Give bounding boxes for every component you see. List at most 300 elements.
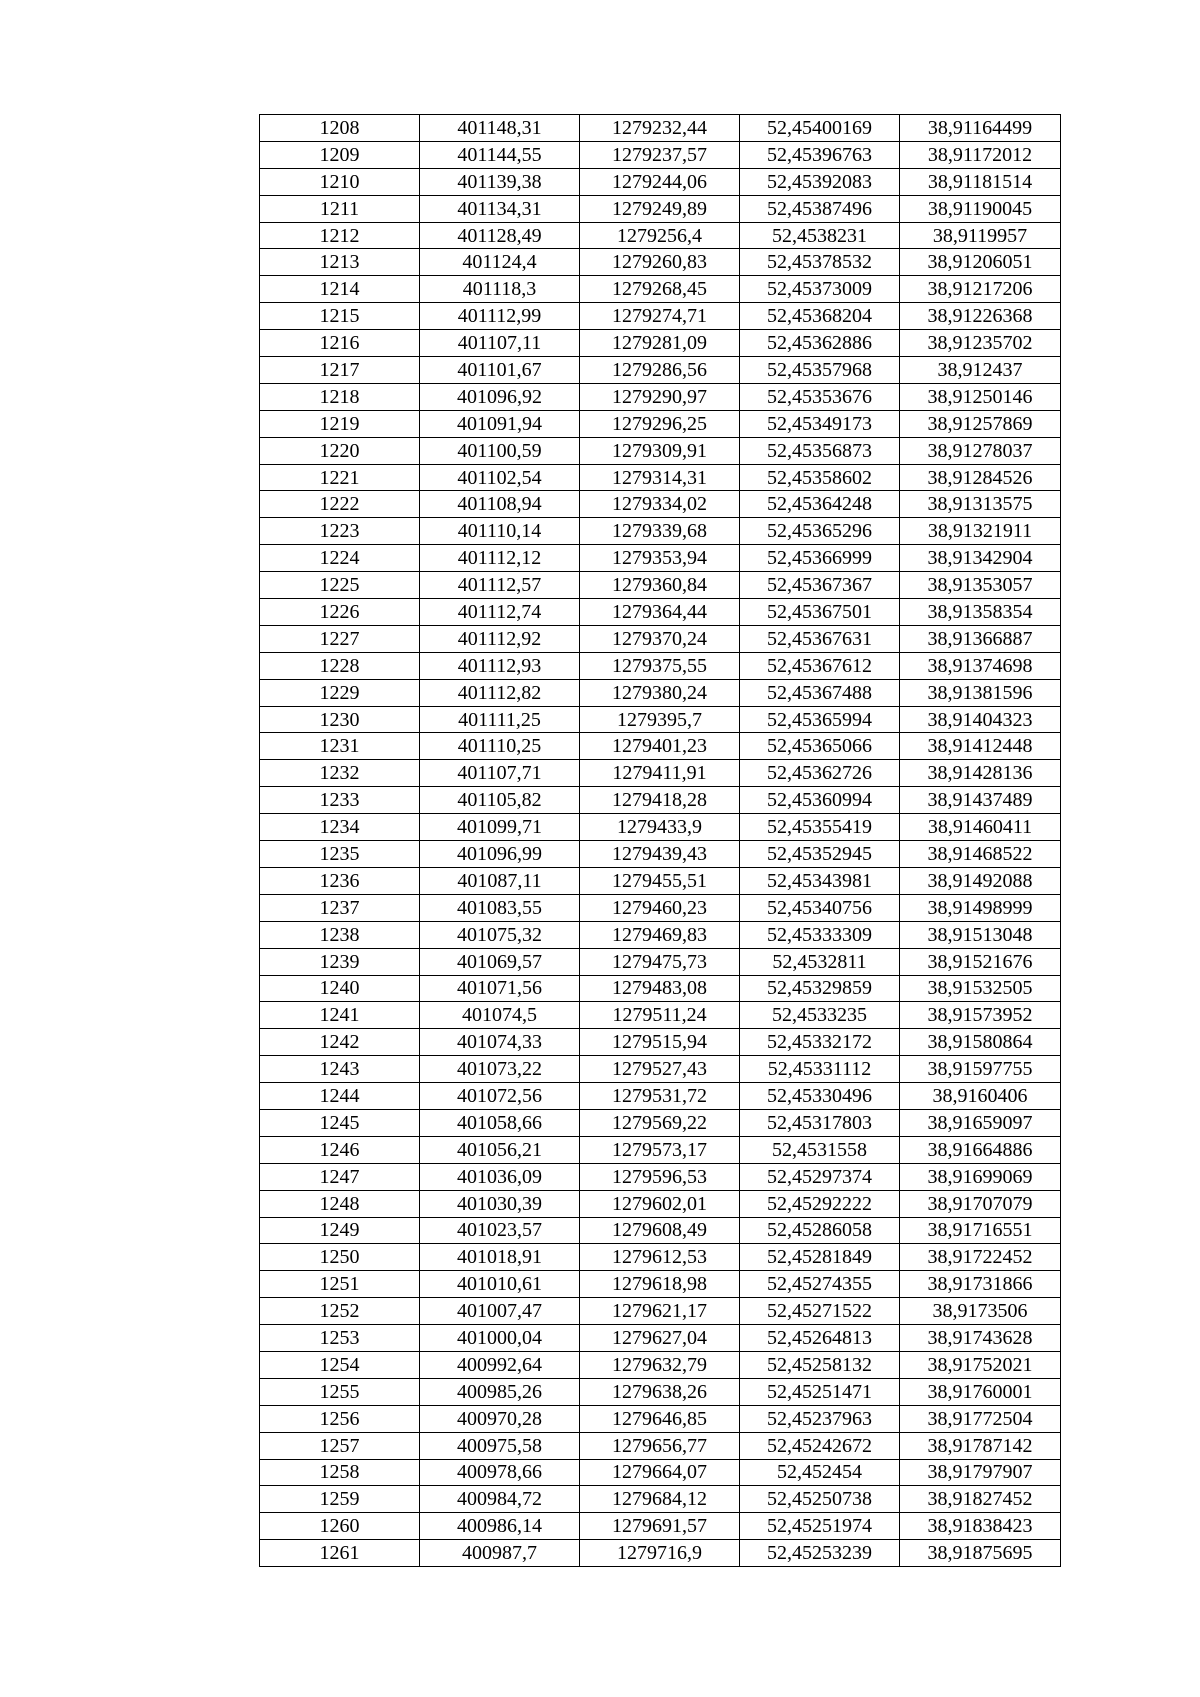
x-coordinate-cell: 401083,55: [420, 894, 580, 921]
point-number-cell: 1232: [260, 760, 420, 787]
table-row: [260, 599, 1061, 626]
table-row: [260, 867, 1061, 894]
y-coordinate-cell: 1279256,4: [580, 222, 740, 249]
y-coordinate-cell: 1279638,26: [580, 1378, 740, 1405]
point-number-cell: 1252: [260, 1298, 420, 1325]
point-number-cell: 1259: [260, 1486, 420, 1513]
longitude-cell: 38,91838423: [900, 1513, 1061, 1540]
y-coordinate-cell: 1279433,9: [580, 814, 740, 841]
point-number-cell: 1250: [260, 1244, 420, 1271]
point-number-cell: 1239: [260, 948, 420, 975]
longitude-cell: 38,91787142: [900, 1432, 1061, 1459]
longitude-cell: 38,91797907: [900, 1459, 1061, 1486]
point-number-cell: 1223: [260, 518, 420, 545]
y-coordinate-cell: 1279531,72: [580, 1083, 740, 1110]
latitude-cell: 52,45387496: [740, 195, 900, 222]
longitude-cell: 38,91404323: [900, 706, 1061, 733]
y-coordinate-cell: 1279309,91: [580, 437, 740, 464]
table-row: [260, 1136, 1061, 1163]
x-coordinate-cell: 401134,31: [420, 195, 580, 222]
longitude-cell: 38,91313575: [900, 491, 1061, 518]
x-coordinate-cell: 401100,59: [420, 437, 580, 464]
y-coordinate-cell: 1279511,24: [580, 1002, 740, 1029]
point-number-cell: 1234: [260, 814, 420, 841]
y-coordinate-cell: 1279460,23: [580, 894, 740, 921]
x-coordinate-cell: 401036,09: [420, 1163, 580, 1190]
latitude-cell: 52,45362726: [740, 760, 900, 787]
longitude-cell: 38,91659097: [900, 1109, 1061, 1136]
table-row: [260, 222, 1061, 249]
table-row: [260, 195, 1061, 222]
y-coordinate-cell: 1279411,91: [580, 760, 740, 787]
x-coordinate-cell: 401112,74: [420, 599, 580, 626]
y-coordinate-cell: 1279632,79: [580, 1351, 740, 1378]
y-coordinate-cell: 1279621,17: [580, 1298, 740, 1325]
longitude-cell: 38,91164499: [900, 115, 1061, 142]
x-coordinate-cell: 401112,93: [420, 652, 580, 679]
x-coordinate-cell: 401074,5: [420, 1002, 580, 1029]
longitude-cell: 38,912437: [900, 357, 1061, 384]
latitude-cell: 52,45250738: [740, 1486, 900, 1513]
latitude-cell: 52,45330496: [740, 1083, 900, 1110]
x-coordinate-cell: 401087,11: [420, 867, 580, 894]
point-number-cell: 1222: [260, 491, 420, 518]
point-number-cell: 1215: [260, 303, 420, 330]
table-row: [260, 733, 1061, 760]
y-coordinate-cell: 1279232,44: [580, 115, 740, 142]
longitude-cell: 38,91428136: [900, 760, 1061, 787]
latitude-cell: 52,4538231: [740, 222, 900, 249]
longitude-cell: 38,91760001: [900, 1378, 1061, 1405]
y-coordinate-cell: 1279469,83: [580, 921, 740, 948]
y-coordinate-cell: 1279286,56: [580, 357, 740, 384]
longitude-cell: 38,9173506: [900, 1298, 1061, 1325]
x-coordinate-cell: 401112,57: [420, 572, 580, 599]
point-number-cell: 1209: [260, 141, 420, 168]
point-number-cell: 1258: [260, 1459, 420, 1486]
latitude-cell: 52,4533235: [740, 1002, 900, 1029]
latitude-cell: 52,45340756: [740, 894, 900, 921]
y-coordinate-cell: 1279602,01: [580, 1190, 740, 1217]
table-row: [260, 437, 1061, 464]
longitude-cell: 38,91699069: [900, 1163, 1061, 1190]
y-coordinate-cell: 1279439,43: [580, 841, 740, 868]
point-number-cell: 1212: [260, 222, 420, 249]
y-coordinate-cell: 1279237,57: [580, 141, 740, 168]
longitude-cell: 38,91321911: [900, 518, 1061, 545]
longitude-cell: 38,91772504: [900, 1405, 1061, 1432]
table-row: [260, 625, 1061, 652]
point-number-cell: 1240: [260, 975, 420, 1002]
table-row: [260, 1351, 1061, 1378]
table-row: [260, 383, 1061, 410]
latitude-cell: 52,45367501: [740, 599, 900, 626]
table-row: [260, 814, 1061, 841]
longitude-cell: 38,91752021: [900, 1351, 1061, 1378]
coordinates-table: [259, 114, 1061, 1567]
latitude-cell: 52,45349173: [740, 410, 900, 437]
longitude-cell: 38,91468522: [900, 841, 1061, 868]
longitude-cell: 38,91190045: [900, 195, 1061, 222]
table-row: [260, 545, 1061, 572]
table-row: [260, 894, 1061, 921]
latitude-cell: 52,45367631: [740, 625, 900, 652]
latitude-cell: 52,45367488: [740, 679, 900, 706]
y-coordinate-cell: 1279418,28: [580, 787, 740, 814]
y-coordinate-cell: 1279334,02: [580, 491, 740, 518]
y-coordinate-cell: 1279364,44: [580, 599, 740, 626]
table-row: [260, 1540, 1061, 1567]
table-row: [260, 1432, 1061, 1459]
table-row: [260, 464, 1061, 491]
table-row: [260, 518, 1061, 545]
point-number-cell: 1230: [260, 706, 420, 733]
y-coordinate-cell: 1279664,07: [580, 1459, 740, 1486]
table-row: [260, 1378, 1061, 1405]
latitude-cell: 52,45365994: [740, 706, 900, 733]
longitude-cell: 38,91250146: [900, 383, 1061, 410]
latitude-cell: 52,45358602: [740, 464, 900, 491]
longitude-cell: 38,91412448: [900, 733, 1061, 760]
longitude-cell: 38,91573952: [900, 1002, 1061, 1029]
latitude-cell: 52,45366999: [740, 545, 900, 572]
point-number-cell: 1245: [260, 1109, 420, 1136]
longitude-cell: 38,91217206: [900, 276, 1061, 303]
y-coordinate-cell: 1279684,12: [580, 1486, 740, 1513]
x-coordinate-cell: 401128,49: [420, 222, 580, 249]
longitude-cell: 38,91358354: [900, 599, 1061, 626]
table-row: [260, 303, 1061, 330]
latitude-cell: 52,45353676: [740, 383, 900, 410]
point-number-cell: 1256: [260, 1405, 420, 1432]
x-coordinate-cell: 401074,33: [420, 1029, 580, 1056]
latitude-cell: 52,45400169: [740, 115, 900, 142]
x-coordinate-cell: 400985,26: [420, 1378, 580, 1405]
latitude-cell: 52,45396763: [740, 141, 900, 168]
table-row: [260, 1325, 1061, 1352]
table-row: [260, 921, 1061, 948]
table-row: [260, 948, 1061, 975]
y-coordinate-cell: 1279618,98: [580, 1271, 740, 1298]
longitude-cell: 38,91716551: [900, 1217, 1061, 1244]
latitude-cell: 52,45329859: [740, 975, 900, 1002]
longitude-cell: 38,91226368: [900, 303, 1061, 330]
x-coordinate-cell: 401007,47: [420, 1298, 580, 1325]
x-coordinate-cell: 401058,66: [420, 1109, 580, 1136]
latitude-cell: 52,45365066: [740, 733, 900, 760]
y-coordinate-cell: 1279569,22: [580, 1109, 740, 1136]
table-row: [260, 491, 1061, 518]
latitude-cell: 52,45368204: [740, 303, 900, 330]
x-coordinate-cell: 400970,28: [420, 1405, 580, 1432]
point-number-cell: 1217: [260, 357, 420, 384]
table-row: [260, 975, 1061, 1002]
y-coordinate-cell: 1279244,06: [580, 168, 740, 195]
table-row: [260, 706, 1061, 733]
point-number-cell: 1237: [260, 894, 420, 921]
table-row: [260, 1029, 1061, 1056]
x-coordinate-cell: 400992,64: [420, 1351, 580, 1378]
x-coordinate-cell: 401107,71: [420, 760, 580, 787]
y-coordinate-cell: 1279380,24: [580, 679, 740, 706]
x-coordinate-cell: 400975,58: [420, 1432, 580, 1459]
y-coordinate-cell: 1279527,43: [580, 1056, 740, 1083]
table-row: [260, 1083, 1061, 1110]
x-coordinate-cell: 401112,12: [420, 545, 580, 572]
point-number-cell: 1221: [260, 464, 420, 491]
latitude-cell: 52,45292222: [740, 1190, 900, 1217]
point-number-cell: 1253: [260, 1325, 420, 1352]
table-row: [260, 1298, 1061, 1325]
longitude-cell: 38,91460411: [900, 814, 1061, 841]
table-row: [260, 572, 1061, 599]
longitude-cell: 38,91278037: [900, 437, 1061, 464]
point-number-cell: 1241: [260, 1002, 420, 1029]
x-coordinate-cell: 401010,61: [420, 1271, 580, 1298]
point-number-cell: 1227: [260, 625, 420, 652]
point-number-cell: 1257: [260, 1432, 420, 1459]
y-coordinate-cell: 1279401,23: [580, 733, 740, 760]
x-coordinate-cell: 401112,82: [420, 679, 580, 706]
y-coordinate-cell: 1279249,89: [580, 195, 740, 222]
y-coordinate-cell: 1279483,08: [580, 975, 740, 1002]
x-coordinate-cell: 401107,11: [420, 330, 580, 357]
point-number-cell: 1213: [260, 249, 420, 276]
point-number-cell: 1218: [260, 383, 420, 410]
longitude-cell: 38,91284526: [900, 464, 1061, 491]
latitude-cell: 52,45251974: [740, 1513, 900, 1540]
x-coordinate-cell: 400978,66: [420, 1459, 580, 1486]
latitude-cell: 52,45365296: [740, 518, 900, 545]
latitude-cell: 52,45281849: [740, 1244, 900, 1271]
point-number-cell: 1236: [260, 867, 420, 894]
x-coordinate-cell: 401056,21: [420, 1136, 580, 1163]
x-coordinate-cell: 401111,25: [420, 706, 580, 733]
point-number-cell: 1260: [260, 1513, 420, 1540]
table-row: [260, 115, 1061, 142]
longitude-cell: 38,91353057: [900, 572, 1061, 599]
latitude-cell: 52,45352945: [740, 841, 900, 868]
point-number-cell: 1229: [260, 679, 420, 706]
table-row: [260, 1405, 1061, 1432]
table-row: [260, 276, 1061, 303]
y-coordinate-cell: 1279360,84: [580, 572, 740, 599]
latitude-cell: 52,45360994: [740, 787, 900, 814]
longitude-cell: 38,91257869: [900, 410, 1061, 437]
point-number-cell: 1225: [260, 572, 420, 599]
x-coordinate-cell: 401030,39: [420, 1190, 580, 1217]
y-coordinate-cell: 1279455,51: [580, 867, 740, 894]
table-row: [260, 1109, 1061, 1136]
latitude-cell: 52,45362886: [740, 330, 900, 357]
table-row: [260, 357, 1061, 384]
point-number-cell: 1219: [260, 410, 420, 437]
y-coordinate-cell: 1279353,94: [580, 545, 740, 572]
latitude-cell: 52,45251471: [740, 1378, 900, 1405]
x-coordinate-cell: 401110,25: [420, 733, 580, 760]
point-number-cell: 1238: [260, 921, 420, 948]
longitude-cell: 38,91381596: [900, 679, 1061, 706]
point-number-cell: 1233: [260, 787, 420, 814]
x-coordinate-cell: 401105,82: [420, 787, 580, 814]
y-coordinate-cell: 1279656,77: [580, 1432, 740, 1459]
latitude-cell: 52,45357968: [740, 357, 900, 384]
y-coordinate-cell: 1279281,09: [580, 330, 740, 357]
x-coordinate-cell: 401139,38: [420, 168, 580, 195]
latitude-cell: 52,45356873: [740, 437, 900, 464]
x-coordinate-cell: 401101,67: [420, 357, 580, 384]
latitude-cell: 52,45237963: [740, 1405, 900, 1432]
x-coordinate-cell: 401110,14: [420, 518, 580, 545]
point-number-cell: 1242: [260, 1029, 420, 1056]
longitude-cell: 38,91521676: [900, 948, 1061, 975]
latitude-cell: 52,45343981: [740, 867, 900, 894]
x-coordinate-cell: 401091,94: [420, 410, 580, 437]
latitude-cell: 52,45317803: [740, 1109, 900, 1136]
table-row: [260, 1217, 1061, 1244]
x-coordinate-cell: 401124,4: [420, 249, 580, 276]
x-coordinate-cell: 401144,55: [420, 141, 580, 168]
longitude-cell: 38,91366887: [900, 625, 1061, 652]
latitude-cell: 52,45258132: [740, 1351, 900, 1378]
table-row: [260, 168, 1061, 195]
table-row: [260, 410, 1061, 437]
latitude-cell: 52,45367612: [740, 652, 900, 679]
y-coordinate-cell: 1279290,97: [580, 383, 740, 410]
y-coordinate-cell: 1279375,55: [580, 652, 740, 679]
y-coordinate-cell: 1279475,73: [580, 948, 740, 975]
latitude-cell: 52,45331112: [740, 1056, 900, 1083]
y-coordinate-cell: 1279646,85: [580, 1405, 740, 1432]
x-coordinate-cell: 401096,92: [420, 383, 580, 410]
table-row: [260, 1486, 1061, 1513]
longitude-cell: 38,91492088: [900, 867, 1061, 894]
x-coordinate-cell: 401071,56: [420, 975, 580, 1002]
table-row: [260, 760, 1061, 787]
point-number-cell: 1247: [260, 1163, 420, 1190]
point-number-cell: 1224: [260, 545, 420, 572]
longitude-cell: 38,91731866: [900, 1271, 1061, 1298]
latitude-cell: 52,45373009: [740, 276, 900, 303]
table-row: [260, 679, 1061, 706]
y-coordinate-cell: 1279612,53: [580, 1244, 740, 1271]
latitude-cell: 52,45367367: [740, 572, 900, 599]
longitude-cell: 38,9119957: [900, 222, 1061, 249]
point-number-cell: 1246: [260, 1136, 420, 1163]
point-number-cell: 1228: [260, 652, 420, 679]
table-row: [260, 1459, 1061, 1486]
y-coordinate-cell: 1279608,49: [580, 1217, 740, 1244]
table-row: [260, 787, 1061, 814]
y-coordinate-cell: 1279716,9: [580, 1540, 740, 1567]
latitude-cell: 52,45332172: [740, 1029, 900, 1056]
longitude-cell: 38,91597755: [900, 1056, 1061, 1083]
longitude-cell: 38,91181514: [900, 168, 1061, 195]
longitude-cell: 38,9160406: [900, 1083, 1061, 1110]
x-coordinate-cell: 401073,22: [420, 1056, 580, 1083]
table-row: [260, 1190, 1061, 1217]
table-row: [260, 330, 1061, 357]
table-row: [260, 652, 1061, 679]
longitude-cell: 38,91827452: [900, 1486, 1061, 1513]
table-row: [260, 1244, 1061, 1271]
y-coordinate-cell: 1279627,04: [580, 1325, 740, 1352]
longitude-cell: 38,91498999: [900, 894, 1061, 921]
x-coordinate-cell: 401099,71: [420, 814, 580, 841]
x-coordinate-cell: 401075,32: [420, 921, 580, 948]
table-row: [260, 1002, 1061, 1029]
y-coordinate-cell: 1279573,17: [580, 1136, 740, 1163]
y-coordinate-cell: 1279296,25: [580, 410, 740, 437]
longitude-cell: 38,91513048: [900, 921, 1061, 948]
x-coordinate-cell: 400984,72: [420, 1486, 580, 1513]
longitude-cell: 38,91532505: [900, 975, 1061, 1002]
point-number-cell: 1208: [260, 115, 420, 142]
point-number-cell: 1210: [260, 168, 420, 195]
latitude-cell: 52,452454: [740, 1459, 900, 1486]
point-number-cell: 1211: [260, 195, 420, 222]
latitude-cell: 52,45333309: [740, 921, 900, 948]
y-coordinate-cell: 1279268,45: [580, 276, 740, 303]
table-row: [260, 141, 1061, 168]
x-coordinate-cell: 401072,56: [420, 1083, 580, 1110]
point-number-cell: 1214: [260, 276, 420, 303]
y-coordinate-cell: 1279260,83: [580, 249, 740, 276]
x-coordinate-cell: 401102,54: [420, 464, 580, 491]
latitude-cell: 52,45253239: [740, 1540, 900, 1567]
longitude-cell: 38,91437489: [900, 787, 1061, 814]
x-coordinate-cell: 401000,04: [420, 1325, 580, 1352]
point-number-cell: 1226: [260, 599, 420, 626]
latitude-cell: 52,45355419: [740, 814, 900, 841]
longitude-cell: 38,91172012: [900, 141, 1061, 168]
y-coordinate-cell: 1279596,53: [580, 1163, 740, 1190]
x-coordinate-cell: 401023,57: [420, 1217, 580, 1244]
x-coordinate-cell: 401096,99: [420, 841, 580, 868]
point-number-cell: 1231: [260, 733, 420, 760]
y-coordinate-cell: 1279691,57: [580, 1513, 740, 1540]
x-coordinate-cell: 401148,31: [420, 115, 580, 142]
point-number-cell: 1248: [260, 1190, 420, 1217]
x-coordinate-cell: 401112,92: [420, 625, 580, 652]
latitude-cell: 52,45274355: [740, 1271, 900, 1298]
longitude-cell: 38,91722452: [900, 1244, 1061, 1271]
table-row: [260, 1513, 1061, 1540]
longitude-cell: 38,91580864: [900, 1029, 1061, 1056]
latitude-cell: 52,45378532: [740, 249, 900, 276]
longitude-cell: 38,91875695: [900, 1540, 1061, 1567]
table-row: [260, 249, 1061, 276]
x-coordinate-cell: 401018,91: [420, 1244, 580, 1271]
longitude-cell: 38,91707079: [900, 1190, 1061, 1217]
longitude-cell: 38,91743628: [900, 1325, 1061, 1352]
y-coordinate-cell: 1279274,71: [580, 303, 740, 330]
y-coordinate-cell: 1279515,94: [580, 1029, 740, 1056]
latitude-cell: 52,4531558: [740, 1136, 900, 1163]
latitude-cell: 52,4532811: [740, 948, 900, 975]
table-row: [260, 1163, 1061, 1190]
x-coordinate-cell: 401112,99: [420, 303, 580, 330]
point-number-cell: 1244: [260, 1083, 420, 1110]
point-number-cell: 1220: [260, 437, 420, 464]
point-number-cell: 1255: [260, 1378, 420, 1405]
y-coordinate-cell: 1279339,68: [580, 518, 740, 545]
x-coordinate-cell: 401118,3: [420, 276, 580, 303]
x-coordinate-cell: 400987,7: [420, 1540, 580, 1567]
table-row: [260, 1271, 1061, 1298]
point-number-cell: 1235: [260, 841, 420, 868]
longitude-cell: 38,91206051: [900, 249, 1061, 276]
